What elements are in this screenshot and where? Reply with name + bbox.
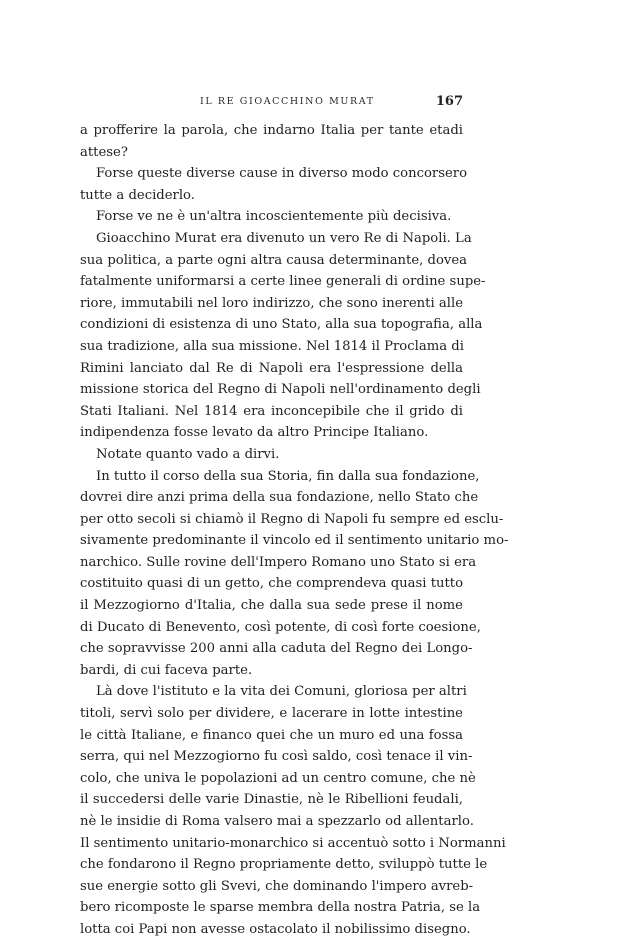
text-line: serra, qui nel Mezzogiorno fu così saldo, così tenace il vin- [80,749,473,765]
text-line: attese? [80,144,128,160]
text-line: riore, immutabili nel loro indirizzo, che sono inerenti alle [80,295,463,311]
text-line: per otto secoli si chiamò il Regno di Napoli fu sempre ed esclu- [80,511,504,527]
running-title: IL RE GIOACCHINO MURAT [200,96,375,107]
text-line: Rimini lanciato dal Re di Napoli era l'espressione della [80,360,463,376]
text-line: il Mezzogiorno d'Italia, che dalla sua sede prese il nome [80,598,463,614]
text-line: Notate quanto vado a dirvi. [96,446,280,462]
text-line: Forse ve ne è un'altra incoscientemente più decisiva. [96,209,452,225]
text-line: lotta coi Papi non avesse ostacolato il nobilissimo disegno. [80,921,471,937]
text-line: che fondarono il Regno propriamente detto, sviluppò tutte le [80,857,488,873]
text-line: bardi, di cui faceva parte. [80,662,253,678]
text-line: le città Italiane, e financo quei che un muro ed una fossa [80,727,463,743]
text-line: tutte a deciderlo. [80,187,195,203]
text-line: costituito quasi di un getto, che comprendeva quasi tutto [80,576,464,592]
text-line: sua tradizione, alla sua missione. Nel 1814 il Proclama di [80,338,464,354]
body-text [80,120,509,941]
text-line: Gioacchino Murat era divenuto un vero Re di Napoli. La [96,230,472,246]
text-line: sivamente predominante il vincolo ed il sentimento unitario mo- [80,533,509,549]
text-line: Il sentimento unitario-monarchico si accentuò sotto i Normanni [80,835,506,851]
text-line: narchico. Sulle rovine dell'Impero Romano uno Stato si era [80,554,477,570]
text-line: di Ducato di Benevento, così potente, di così forte coesione, [80,619,481,635]
running-head [80,94,463,112]
text-line: missione storica del Regno di Napoli nell'ordinamento degli [80,382,481,398]
text-line: condizioni di esistenza di uno Stato, alla sua topografia, alla [80,317,483,333]
text-line: sue energie sotto gli Svevi, che dominando l'impero avreb- [80,878,474,894]
text-line: colo, che univa le popolazioni ad un centro comune, che nè [80,770,476,786]
text-line: che sopravvisse 200 anni alla caduta del Regno dei Longo- [80,641,473,657]
text-line: indipendenza fosse levato da altro Principe Italiano. [80,425,429,441]
text-line: Forse queste diverse cause in diverso modo concorsero [96,166,468,182]
text-line: In tutto il corso della sua Storia, fin dalla sua fondazione, [96,468,480,484]
text-line: a profferire la parola, che indarno Italia per tante etadi [80,123,463,138]
text-line: Stati Italiani. Nel 1814 era inconcepibile che il grido di [80,403,463,419]
text-line: il succedersi delle varie Dinastie, nè le Ribellioni feudali, [80,792,463,808]
text-line: bero ricomposte le sparse membra della nostra Patria, se la [80,900,481,916]
page-number: 167 [435,94,463,109]
text-line: nè le insidie di Roma valsero mai a spezzarlo od allentarlo. [80,814,474,829]
text-line: dovrei dire anzi prima della sua fondazione, nello Stato che [80,490,479,506]
text-line: Là dove l'istituto e la vita dei Comuni, gloriosa per altri [96,684,467,700]
text-line: sua politica, a parte ogni altra causa determinante, dovea [80,252,468,268]
text-line: titoli, servì solo per dividere, e lacerare in lotte intestine [80,706,463,722]
text-line: fatalmente uniformarsi a certe linee generali di ordine supe- [80,274,486,290]
